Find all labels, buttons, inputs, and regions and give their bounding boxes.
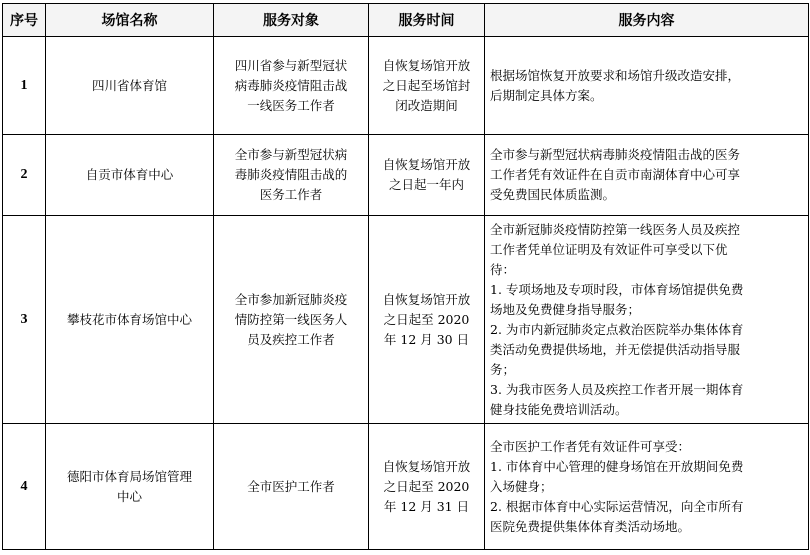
service-content: 全市参与新型冠状病毒肺炎疫情阻击战的医务 工作者凭有效证件在自贡市南湖体育中心可享 受免费国民体质监测。	[485, 135, 809, 216]
venue-service-table	[2, 3, 809, 550]
table-row	[3, 424, 809, 550]
service-content: 根据场馆恢复开放要求和场馆升级改造安排， 后期制定具体方案。	[485, 37, 809, 135]
service-target: 四川省参与新型冠状 病毒肺炎疫情阻击战 一线医务工作者	[214, 37, 369, 135]
service-content: 全市医护工作者凭有效证件可享受： 1. 市体育中心管理的健身场馆在开放期间免费 入场健身； 2. 根据市体育中心实际运营情况，向全市所有 医院免费提供集体体育类活动场地。	[485, 424, 809, 550]
service-target: 全市医护工作者	[214, 424, 369, 550]
service-target: 全市参加新冠肺炎疫 情防控第一线医务人 员及疾控工作者	[214, 216, 369, 424]
service-time: 自恢复场馆开放 之日起至场馆封 闭改造期间	[369, 37, 485, 135]
row-number: 4	[3, 424, 46, 550]
header-no: 序号	[3, 4, 46, 37]
table-row	[3, 216, 809, 424]
row-number: 2	[3, 135, 46, 216]
service-target: 全市参与新型冠状病 毒肺炎疫情阻击战的 医务工作者	[214, 135, 369, 216]
service-content: 全市新冠肺炎疫情防控第一线医务人员及疾控 工作者凭单位证明及有效证件可享受以下优 待： 1. 专项场地及专项时段，市体育场馆提供免费 场地及免费健身指导服务； 2. 为市内新冠肺炎定点救治医院举办集体体育 类活动免费提供场地，并无偿提供活动指导服 务； 3. 为我市医务人员及疾控工作者开展一期体育 健身技能免费培训活动。	[485, 216, 809, 424]
table-row	[3, 135, 809, 216]
header-time: 服务时间	[369, 4, 485, 37]
table-header-row	[3, 4, 809, 37]
row-number: 3	[3, 216, 46, 424]
service-time: 自恢复场馆开放 之日起至 2020 年 12 月 30 日	[369, 216, 485, 424]
venue-name: 自贡市体育中心	[46, 135, 214, 216]
venue-name: 攀枝花市体育场馆中心	[46, 216, 214, 424]
venue-name: 德阳市体育局场馆管理 中心	[46, 424, 214, 550]
venue-name: 四川省体育馆	[46, 37, 214, 135]
header-target: 服务对象	[214, 4, 369, 37]
header-content: 服务内容	[485, 4, 809, 37]
table-row	[3, 37, 809, 135]
service-time: 自恢复场馆开放 之日起至 2020 年 12 月 31 日	[369, 424, 485, 550]
service-time: 自恢复场馆开放 之日起一年内	[369, 135, 485, 216]
row-number: 1	[3, 37, 46, 135]
header-venue: 场馆名称	[46, 4, 214, 37]
